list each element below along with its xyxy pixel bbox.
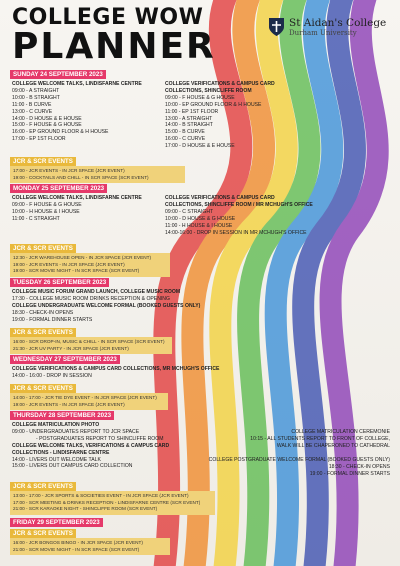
schedule-line: WALK WILL BE CHAPERONED TO CATHEDRAL (276, 442, 390, 449)
event-line: 14:00 - 17:00 - JCR TIE DYE EVENT - IN JCR SPACE (JCR EVENT) (13, 395, 157, 400)
schedule-line: 14:00 - B STRAIGHT (165, 122, 213, 129)
schedule-line: 11:00 - EP 1ST FLOOR (165, 108, 219, 115)
schedule-line: 14:00 - LIVERS OUT WELCOME TALK (12, 456, 101, 463)
thursday-schedule (12, 422, 169, 470)
schedule-line: 09:00 - F HOUSE & G HOUSE (165, 94, 235, 101)
section-title: COLLEGE MATRICULATION CEREMONIE (291, 429, 390, 435)
section-title: COLLEGE WELCOME TALKS, LINDISFARNE CENTRE (12, 195, 142, 201)
events-box-tuesday (10, 337, 172, 354)
section-title: COLLEGE POSTGRADUATE WELCOME FORMAL (BOOKED GUESTS ONLY) (208, 457, 390, 463)
event-line: 17:00 - JCR EVENTS - IN JCR SPACE (JCR EVENT) (13, 168, 125, 173)
section-title: COLLEGE VERIFICATIONS & CAMPUS CARD (165, 195, 275, 201)
events-header-tuesday: JCR & SCR EVENTS (10, 328, 76, 337)
planner-title-line1: COLLEGE WOW (12, 5, 204, 30)
schedule-line: 10:00 - H HOUSE & I HOUSE (12, 208, 80, 215)
event-line: 19:00 - JCR EVENTS - IN JCR SPACE (JCR EVENT) (13, 401, 125, 407)
event-line: 21:30 - JCR UV PARTY - IN JCR SPACE (JCR EVENT) (13, 345, 129, 351)
events-header-thursday: JCR & SCR EVENTS (10, 482, 76, 491)
sunday-verifications (165, 81, 275, 150)
section-title: COLLEGE VERIFICATIONS & CAMPUS CARD (165, 81, 275, 87)
events-box-wednesday (10, 393, 168, 410)
schedule-line: 13:00 - A STRAIGHT (165, 115, 213, 122)
monday-verifications (165, 195, 313, 236)
schedule-line: 09:00 - A STRAIGHT (12, 87, 60, 94)
event-line: 16:00 - SCR DROP-IN, MUSIC & CHILL - IN SCR SPACE (SCR EVENT) (13, 339, 165, 344)
college-logo (268, 17, 386, 37)
schedule-line: 09:00 - F HOUSE & G HOUSE (12, 201, 82, 208)
section-title: COLLECTIONS - LINDISFARNE CENTRE (12, 449, 110, 456)
event-line: 21:00 - SCR MOVIE NIGHT - IN SCR SPACE (SCR EVENT) (13, 546, 140, 552)
section-title: COLLECTIONS, SHINCLIFFE ROOM / MR MCHUGH'S OFFICE (165, 201, 313, 208)
schedule-line: 10:00 - B STRAIGHT (12, 94, 60, 101)
schedule-line: 19:00 - FORMAL DINNER STARTS (12, 316, 93, 323)
schedule-line: 11:00 - B CURVE (12, 101, 52, 108)
event-line: 16:00 - JCR BONGOS BINGO - IN JCR SPACE (JCR EVENT) (13, 540, 143, 545)
university-name: Durham University (289, 28, 357, 37)
events-box-monday (10, 253, 170, 277)
events-header-wednesday: JCR & SCR EVENTS (10, 384, 76, 393)
sunday-welcome-talks (12, 81, 142, 143)
schedule-line: 09:00 - C STRAIGHT (165, 208, 214, 215)
section-title: COLLEGE WELCOME TALKS, VERIFICATIONS & CAMPUS CARD (12, 442, 170, 449)
planner-title-line2: PLANNER (12, 26, 216, 67)
schedule-line: 14:00 - 16:00 - DROP IN SESSION (12, 372, 92, 379)
day-header-tuesday: TUESDAY 26 SEPTEMBER 2023 (10, 278, 109, 287)
event-line: 19:00 - SCR MOVIE NIGHT - IN SCR SPACE (SCR EVENT) (13, 268, 140, 274)
events-header-sunday: JCR & SCR EVENTS (10, 157, 76, 166)
section-title: COLLEGE UNDERGRADUATE WELCOME FORMAL (BOOKED GUESTS ONLY) (12, 302, 201, 309)
events-box-sunday (10, 166, 185, 183)
schedule-line: 15:00 - B CURVE (165, 129, 205, 136)
section-title: COLLEGE VERIFICATIONS & CAMPUS CARD COLLECTIONS, MR MCHUGH'S OFFICE (12, 366, 220, 372)
thursday-matriculation (250, 429, 390, 450)
schedule-line: 14:00-16:00 - DROP IN SESSION IN MR MCHUGH'S OFFICE (165, 229, 307, 236)
tuesday-schedule (12, 289, 200, 324)
day-header-sunday: SUNDAY 24 SEPTEMBER 2023 (10, 70, 106, 79)
schedule-line: 15:00 - LIVERS OUT CAMPUS CARD COLLECTION (12, 463, 133, 470)
events-header-monday: JCR & SCR EVENTS (10, 244, 76, 253)
day-header-wednesday: WEDNESDAY 27 SEPTEMBER 2023 (10, 355, 120, 364)
schedule-line: 18:30 - CHECK-IN OPENS (328, 463, 390, 470)
schedule-line: 19:00 - FORMAL DINNER STARTS (309, 470, 390, 477)
schedule-line: 09:00 - UNDERGRADUATES REPORT TO JCR SPACE (12, 428, 140, 435)
monday-welcome-talks (12, 195, 142, 223)
event-line: 13:00 - 17:00 - JCR SPORTS & SOCIETIES EVENT - IN JCR SPACE (JCR EVENT) (13, 493, 189, 498)
schedule-line: 14:00 - D HOUSE & E HOUSE (12, 115, 82, 122)
events-box-friday (10, 538, 170, 555)
college-name: St Aidan's College (289, 16, 387, 29)
section-title: COLLEGE MUSIC FORUM GRAND LAUNCH, COLLEGE MUSIC ROOM (12, 289, 181, 295)
thursday-pg-formal (209, 457, 390, 478)
section-title: COLLEGE WELCOME TALKS, LINDISFARNE CENTRE (12, 81, 142, 87)
schedule-line: 15:00 - F HOUSE & G HOUSE (12, 122, 82, 129)
schedule-line: 17:00 - D HOUSE & E HOUSE (165, 143, 235, 150)
event-line: 19:00 - JCR EVENTS - IN JCR SPACE (JCR EVENT) (13, 261, 125, 267)
day-header-friday: FRIDAY 29 SEPTEMBER 2023 (10, 518, 103, 527)
schedule-line: 17:00 - EP 1ST FLOOR (12, 136, 66, 143)
event-line: 21:00 - SCR KARAOKE NIGHT - SHINCLIFFE ROOM (SCR EVENT) (13, 506, 158, 512)
schedule-line: 13:00 - C CURVE (12, 108, 53, 115)
events-header-friday: JCR & SCR EVENTS (10, 529, 76, 538)
schedule-line: - POSTGRADUATES REPORT TO SHINCLIFFE ROOM (36, 435, 164, 442)
section-title: COLLECTIONS, SHINCLIFFE ROOM (165, 87, 252, 94)
schedule-line: 10:15 - ALL STUDENTS REPORT TO FRONT OF COLLEGE, (250, 435, 390, 442)
events-box-thursday (10, 491, 215, 515)
schedule-line: 10:00 - D HOUSE & G HOUSE (165, 215, 236, 222)
day-header-thursday: THURSDAY 28 SEPTEMBER 2023 (10, 411, 114, 420)
event-line: 19:00 - COCKTAILS AND CHILL - IN SCR SPACE (SCR EVENT) (13, 174, 149, 180)
section-title: COLLEGE MATRICULATION PHOTO (12, 422, 100, 428)
event-line: 17:00 - SCR MEETING & DRINKS RECEPTION - LINDISFARNE CENTRE (SCR EVENT) (13, 499, 201, 505)
wednesday-schedule (12, 366, 219, 380)
schedule-line: 17:30 - COLLEGE MUSIC ROOM DRINKS RECEPTION & OPENING (12, 295, 170, 302)
college-crest-icon (268, 17, 285, 37)
schedule-line: 10:00 - EP GROUND FLOOR & H HOUSE (165, 101, 262, 108)
day-header-monday: MONDAY 25 SEPTEMBER 2023 (10, 184, 107, 193)
schedule-line: 16:00 - EP GROUND FLOOR & H HOUSE (12, 129, 109, 136)
schedule-line: 16:00 - C CURVE (165, 136, 206, 143)
event-line: 12:30 - JCR WAREHOUSE OPEN - IN JCR SPACE (JCR EVENT) (13, 255, 152, 260)
schedule-line: 18:30 - CHECK-IN OPENS (12, 309, 74, 316)
schedule-line: 11:00 - H HOUSE & I HOUSE (165, 222, 233, 229)
schedule-line: 11:00 - C STRAIGHT (12, 215, 60, 222)
